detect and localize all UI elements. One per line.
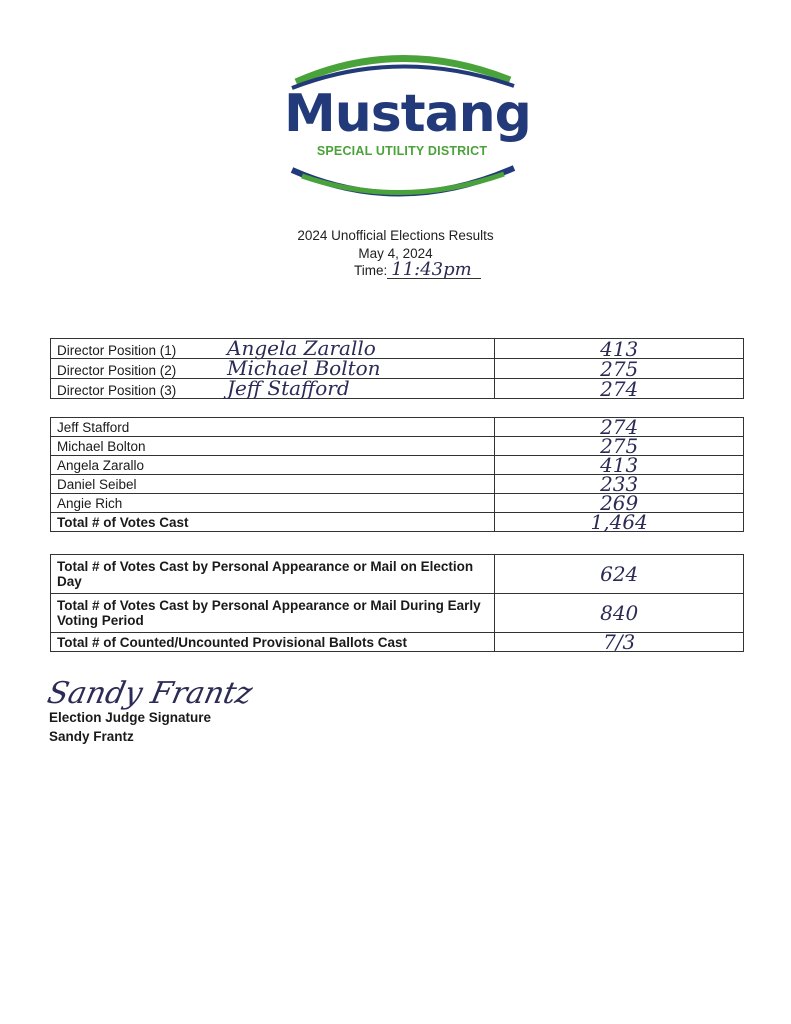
position-winner: Jeff Stafford bbox=[227, 376, 350, 400]
candidate-name: Jeff Stafford bbox=[51, 418, 495, 437]
table-row bbox=[51, 555, 744, 594]
candidate-votes: 269 bbox=[495, 494, 744, 513]
position-label: Director Position (3) bbox=[57, 383, 177, 398]
candidate-name: Michael Bolton bbox=[51, 437, 495, 456]
table-row bbox=[51, 594, 744, 633]
table-row bbox=[51, 379, 744, 399]
total-votes-label: Total # of Votes Cast bbox=[51, 513, 495, 532]
summary-value: 624 bbox=[495, 555, 744, 594]
position-label: Director Position (2) bbox=[57, 363, 177, 378]
election-date: May 4, 2024 bbox=[358, 246, 433, 261]
candidate-name: Angela Zarallo bbox=[51, 456, 495, 475]
summary-value: 840 bbox=[495, 594, 744, 633]
table-row bbox=[51, 359, 744, 379]
time-label: Time: bbox=[354, 263, 388, 278]
logo-tagline: SPECIAL UTILITY DISTRICT bbox=[316, 144, 488, 158]
candidate-votes: 274 bbox=[495, 418, 744, 437]
director-positions-table bbox=[50, 338, 744, 399]
table-row bbox=[51, 418, 744, 437]
time-value: 11:43pm bbox=[387, 262, 481, 279]
table-row bbox=[51, 339, 744, 359]
position-winner: Michael Bolton bbox=[227, 356, 381, 380]
time-row bbox=[354, 259, 481, 280]
summary-label: Total # of Counted/Uncounted Provisional Ballots Cast bbox=[51, 633, 495, 652]
position-votes: 274 bbox=[495, 379, 744, 399]
table-row bbox=[51, 633, 744, 652]
candidate-name: Angie Rich bbox=[51, 494, 495, 513]
district-logo bbox=[278, 50, 531, 205]
total-row bbox=[51, 513, 744, 532]
candidate-name: Daniel Seibel bbox=[51, 475, 495, 494]
logo-wordmark: Mustang bbox=[284, 84, 531, 144]
signature-title: Election Judge Signature bbox=[49, 710, 212, 725]
summary-table bbox=[50, 554, 744, 652]
summary-value: 7/3 bbox=[495, 633, 744, 652]
total-votes-value: 1,464 bbox=[495, 513, 744, 532]
table-row bbox=[51, 456, 744, 475]
candidate-votes-table bbox=[50, 417, 744, 532]
candidate-votes: 275 bbox=[495, 437, 744, 456]
candidate-votes: 233 bbox=[495, 475, 744, 494]
page-title: 2024 Unofficial Elections Results bbox=[297, 228, 494, 243]
table-row bbox=[51, 475, 744, 494]
table-row bbox=[51, 437, 744, 456]
signer-name: Sandy Frantz bbox=[49, 729, 134, 744]
summary-label: Total # of Votes Cast by Personal Appearance or Mail on Election Day bbox=[51, 555, 495, 594]
position-label: Director Position (1) bbox=[57, 343, 177, 358]
summary-label: Total # of Votes Cast by Personal Appearance or Mail During Early Voting Period bbox=[51, 594, 495, 633]
position-votes: 413 bbox=[495, 339, 744, 359]
position-votes: 275 bbox=[495, 359, 744, 379]
position-winner: Angela Zarallo bbox=[227, 336, 376, 360]
handwritten-signature: Sandy Frantz bbox=[44, 676, 256, 711]
candidate-votes: 413 bbox=[495, 456, 744, 475]
